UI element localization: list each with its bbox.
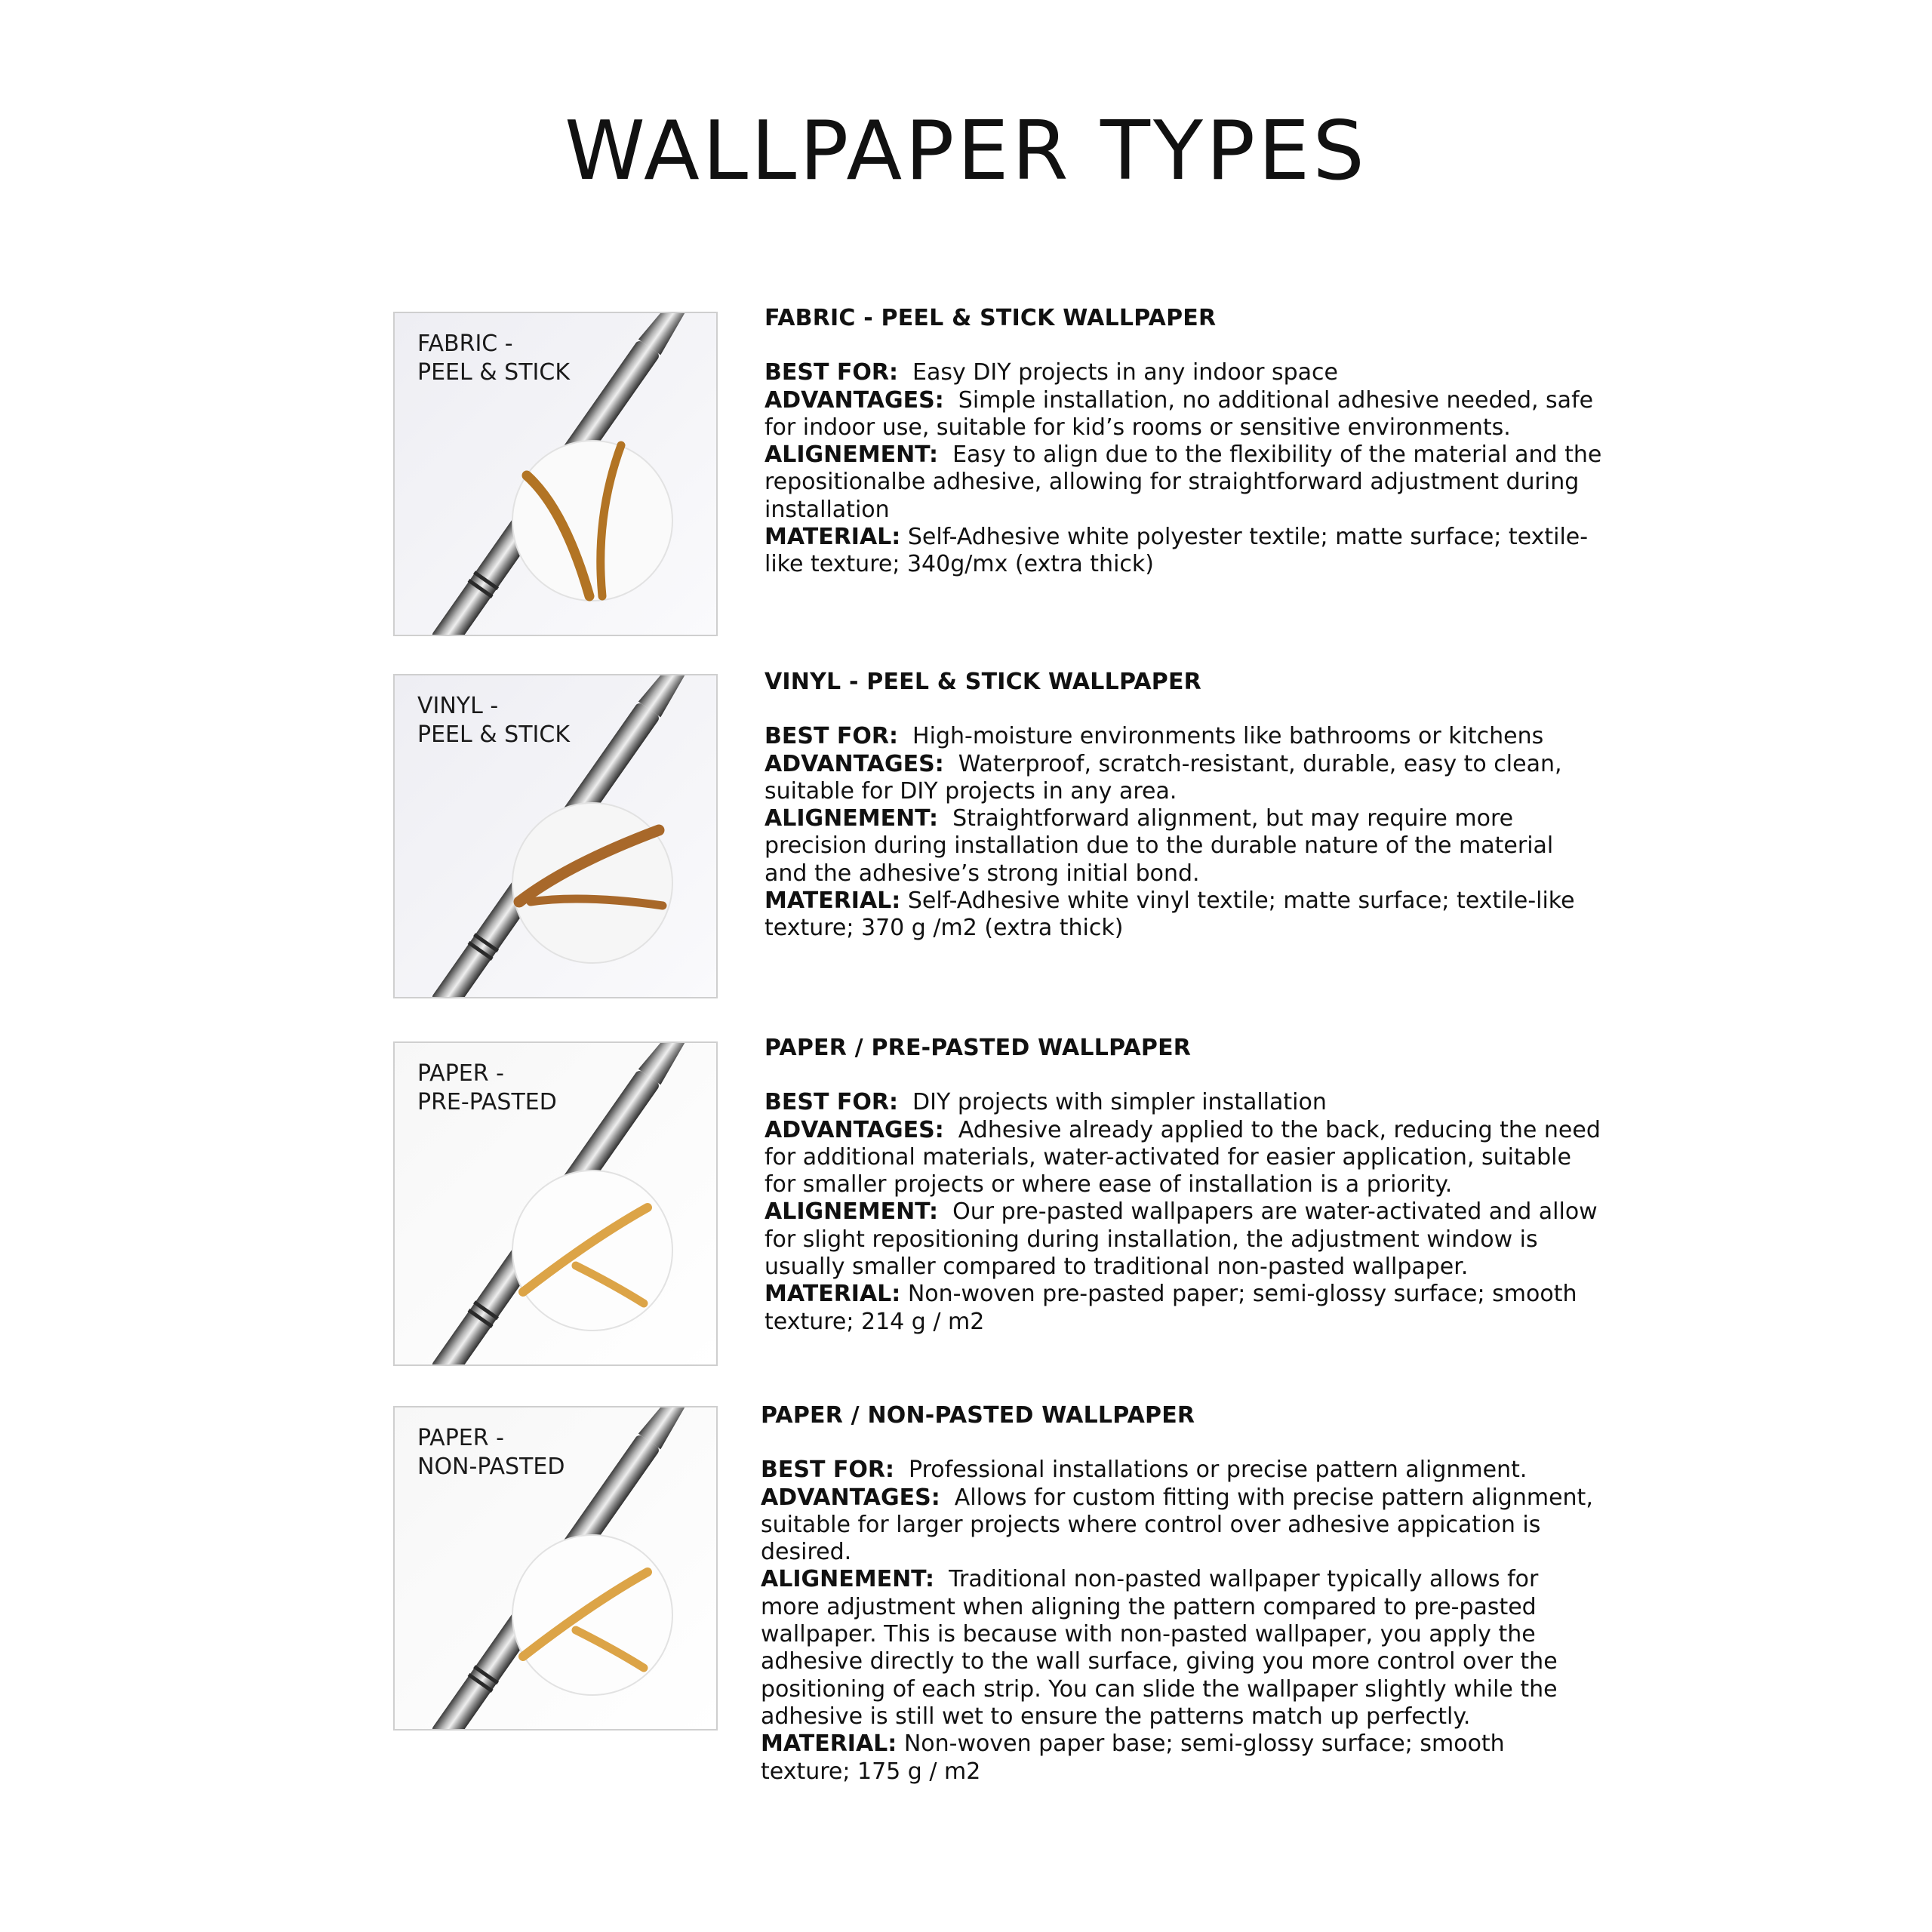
alignment-row: ALIGNEMENT: Easy to align due to the flexibility of the material and the repositionalbe adhesive, allowing for straightforward adjustment during installation [764, 441, 1602, 523]
material-row: MATERIAL: Self-Adhesive white vinyl textile; matte surface; textile-like texture; 370 g /m2 (extra thick) [764, 888, 1575, 942]
section-heading: PAPER / NON-PASTED WALLPAPER [761, 1402, 1195, 1429]
card-label: FABRIC - PEEL & STICK [417, 331, 571, 386]
material-row: MATERIAL: Self-Adhesive white polyester textile; matte surface; textile-like texture; 340g/mx (extra thick) [764, 524, 1589, 578]
card-label: PAPER - NON-PASTED [417, 1425, 565, 1480]
advantages-row: ADVANTAGES: Simple installation, no additional adhesive needed, safe for indoor use, suitable for kid’s rooms or sensitive environments. [764, 386, 1594, 441]
card-label: PAPER - PRE-PASTED [417, 1060, 557, 1115]
section-heading: FABRIC - PEEL & STICK WALLPAPER [764, 305, 1217, 331]
vinyl-sample-card [393, 674, 718, 998]
page-title: WALLPAPER TYPES [565, 104, 1367, 198]
best-for-row: BEST FOR: High-moisture environments like bathrooms or kitchens [764, 723, 1544, 750]
best-for-row: BEST FOR: DIY projects with simpler installation [764, 1089, 1327, 1116]
best-for-row: BEST FOR: Easy DIY projects in any indoor space [764, 359, 1338, 386]
fabric-sample-card [393, 312, 718, 636]
non-pasted-sample-card [393, 1406, 718, 1730]
material-row: MATERIAL: Non-woven pre-pasted paper; semi-glossy surface; smooth texture; 214 g / m2 [764, 1281, 1577, 1335]
advantages-row: ADVANTAGES: Adhesive already applied to the back, reducing the need for additional materials, water-activated for easier application, suitable for smaller projects or where ease of installation is a priority. [764, 1116, 1601, 1198]
best-for-row: BEST FOR: Professional installations or precise pattern alignment. [761, 1457, 1527, 1484]
vinyl-info [764, 669, 1602, 943]
alignment-row: ALIGNEMENT: Straightforward alignment, but may require more precision during installation due to the durable nature of the material and the adhesive’s strong initial bond. [764, 805, 1554, 887]
alignment-row: ALIGNEMENT: Traditional non-pasted wallpaper typically allows for more adjustment when aligning the pattern compared to pre-pasted wallpaper. This is because with non-pasted wallpaper, you apply the adhesive directly to the wall surface, giving you more control over the positioning of each strip. You can slide the wallpaper slightly while the adhesive is still wet to ensure the patterns match up perfectly. [761, 1566, 1558, 1730]
fabric-info [764, 305, 1602, 579]
material-row: MATERIAL: Non-woven paper base; semi-glossy surface; smooth texture; 175 g / m2 [761, 1730, 1505, 1785]
card-label: VINYL - PEEL & STICK [417, 693, 571, 748]
pre-pasted-info [764, 1035, 1602, 1336]
non-pasted-info [761, 1402, 1598, 1786]
section-heading: VINYL - PEEL & STICK WALLPAPER [764, 669, 1201, 695]
advantages-row: ADVANTAGES: Waterproof, scratch-resistant, durable, easy to clean, suitable for DIY projects in any area. [764, 750, 1562, 804]
pre-pasted-sample-card [393, 1041, 718, 1366]
advantages-row: ADVANTAGES: Allows for custom fitting with precise pattern alignment, suitable for larger projects where control over adhesive appication is desired. [761, 1484, 1593, 1566]
section-heading: PAPER / PRE-PASTED WALLPAPER [764, 1035, 1192, 1061]
alignment-row: ALIGNEMENT: Our pre-pasted wallpapers are water-activated and allow for slight repositioning during installation, the adjustment window is usually smaller compared to traditional non-pasted wallpaper. [764, 1198, 1598, 1281]
